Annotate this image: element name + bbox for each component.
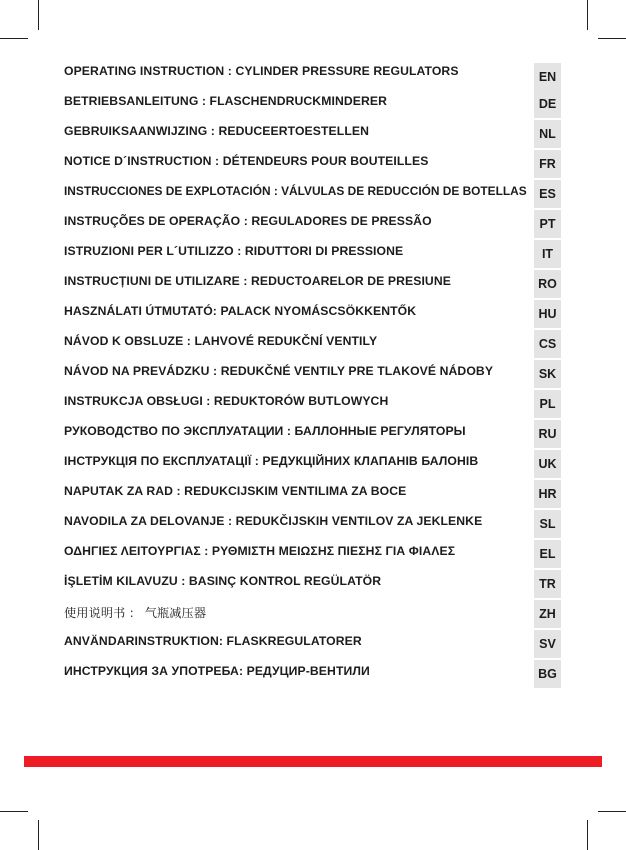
red-accent-bar	[24, 756, 602, 767]
language-row-hr[interactable]	[64, 480, 564, 510]
language-code-badge: RU	[534, 420, 561, 448]
language-title: OPERATING INSTRUCTION : CYLINDER PRESSURE REGULATORS	[64, 64, 459, 78]
language-title: ИНСТРУКЦИЯ ЗА УПОТРЕБА: РЕДУЦИР-ВЕНТИЛИ	[64, 664, 370, 678]
language-title: NAPUTAK ZA RAD : REDUKCIJSKIM VENTILIMA ZA BOCE	[64, 484, 407, 498]
language-code-badge: SL	[534, 510, 561, 538]
language-row-it[interactable]	[64, 240, 564, 270]
language-row-nl[interactable]	[64, 120, 564, 150]
language-title: INSTRUÇÕES DE OPERAÇÃO : REGULADORES DE PRESSÃO	[64, 214, 432, 228]
language-title: INSTRUCCIONES DE EXPLOTACIÓN : VÁLVULAS DE REDUCCIÓN DE BOTELLAS	[64, 184, 527, 198]
language-row-sl[interactable]	[64, 510, 564, 540]
language-code-badge: UK	[534, 450, 561, 478]
crop-mark-bottom-right-horizontal	[598, 811, 626, 812]
language-row-ro[interactable]	[64, 270, 564, 300]
language-code-badge: FR	[534, 150, 561, 178]
language-row-en[interactable]	[64, 60, 564, 90]
language-code-badge: IT	[534, 240, 561, 268]
language-title: GEBRUIKSAANWIJZING : REDUCEERTOESTELLEN	[64, 124, 369, 138]
language-code-badge: CS	[534, 330, 561, 358]
language-code-badge: SK	[534, 360, 561, 388]
language-title: NAVODILA ZA DELOVANJE : REDUKČIJSKIH VENTILOV ZA JEKLENKE	[64, 514, 483, 528]
language-code-badge: EN	[534, 63, 561, 91]
language-title: ΟΔΗΓΙΕΣ ΛΕΙΤΟΥΡΓΙΑΣ : ΡΥΘΜΙΣΤΗ ΜΕΙΩΣΗΣ ΠΙΕΣΗΣ ΓΙΑ ΦΙΑΛΕΣ	[64, 544, 456, 558]
crop-mark-top-right-vertical	[587, 0, 588, 30]
language-row-es[interactable]	[64, 180, 564, 210]
language-row-zh[interactable]	[64, 600, 564, 630]
crop-mark-bottom-right-vertical	[587, 820, 588, 850]
crop-mark-top-left-horizontal	[0, 38, 28, 39]
language-row-bg[interactable]	[64, 660, 564, 690]
language-title: 使用说明书 ： 气瓶减压器	[64, 606, 207, 620]
language-row-sk[interactable]	[64, 360, 564, 390]
crop-mark-top-left-vertical	[38, 0, 39, 30]
language-row-fr[interactable]	[64, 150, 564, 180]
crop-mark-top-right-horizontal	[598, 38, 626, 39]
language-index-list	[64, 60, 564, 690]
language-row-sv[interactable]	[64, 630, 564, 660]
language-code-badge: ES	[534, 180, 561, 208]
language-title: BETRIEBSANLEITUNG : FLASCHENDRUCKMINDERER	[64, 94, 388, 108]
language-title: İŞLETİM KILAVUZU : BASINÇ KONTROL REGÜLATÖR	[64, 574, 382, 588]
language-title: ISTRUZIONI PER L´UTILIZZO : RIDUTTORI DI PRESSIONE	[64, 244, 404, 258]
language-row-pl[interactable]	[64, 390, 564, 420]
language-code-badge: TR	[534, 570, 561, 598]
language-row-ru[interactable]	[64, 420, 564, 450]
language-code-badge: EL	[534, 540, 561, 568]
language-code-badge: RO	[534, 270, 561, 298]
language-title: РУКОВОДСТВО ПО ЭКСПЛУАТАЦИИ : БАЛЛОННЫЕ РЕГУЛЯТОРЫ	[64, 424, 466, 438]
language-row-el[interactable]	[64, 540, 564, 570]
language-code-badge: HR	[534, 480, 561, 508]
crop-mark-bottom-left-vertical	[38, 820, 39, 850]
language-title: ІНСТРУКЦІЯ ПО ЕКСПЛУАТАЦІЇ : РЕДУКЦІЙНИХ КЛАПАНІВ БАЛОНІВ	[64, 454, 479, 468]
language-title: NÁVOD K OBSLUZE : LAHVOVÉ REDUKČNÍ VENTILY	[64, 334, 378, 348]
crop-mark-bottom-left-horizontal	[0, 811, 28, 812]
language-title: INSTRUCȚIUNI DE UTILIZARE : REDUCTOARELOR DE PRESIUNE	[64, 274, 451, 288]
language-title: NOTICE D´INSTRUCTION : DÉTENDEURS POUR BOUTEILLES	[64, 154, 429, 168]
language-code-badge: PT	[534, 210, 561, 238]
language-code-badge: DE	[534, 90, 561, 118]
language-row-tr[interactable]	[64, 570, 564, 600]
language-code-badge: ZH	[534, 600, 561, 628]
language-code-badge: HU	[534, 300, 561, 328]
language-title: NÁVOD NA PREVÁDZKU : REDUKČNÉ VENTILY PRE TLAKOVÉ NÁDOBY	[64, 364, 494, 378]
language-title: ANVÄNDARINSTRUKTION: FLASKREGULATORER	[64, 634, 362, 648]
language-row-cs[interactable]	[64, 330, 564, 360]
language-row-pt[interactable]	[64, 210, 564, 240]
language-code-badge: SV	[534, 630, 561, 658]
language-row-uk[interactable]	[64, 450, 564, 480]
language-code-badge: BG	[534, 660, 561, 688]
language-title: HASZNÁLATI ÚTMUTATÓ: PALACK NYOMÁSCSÖKKENTŐK	[64, 304, 417, 318]
language-row-hu[interactable]	[64, 300, 564, 330]
language-row-de[interactable]	[64, 90, 564, 120]
language-code-badge: PL	[534, 390, 561, 418]
language-code-badge: NL	[534, 120, 561, 148]
language-title: INSTRUKCJA OBSŁUGI : REDUKTORÓW BUTLOWYCH	[64, 394, 389, 408]
